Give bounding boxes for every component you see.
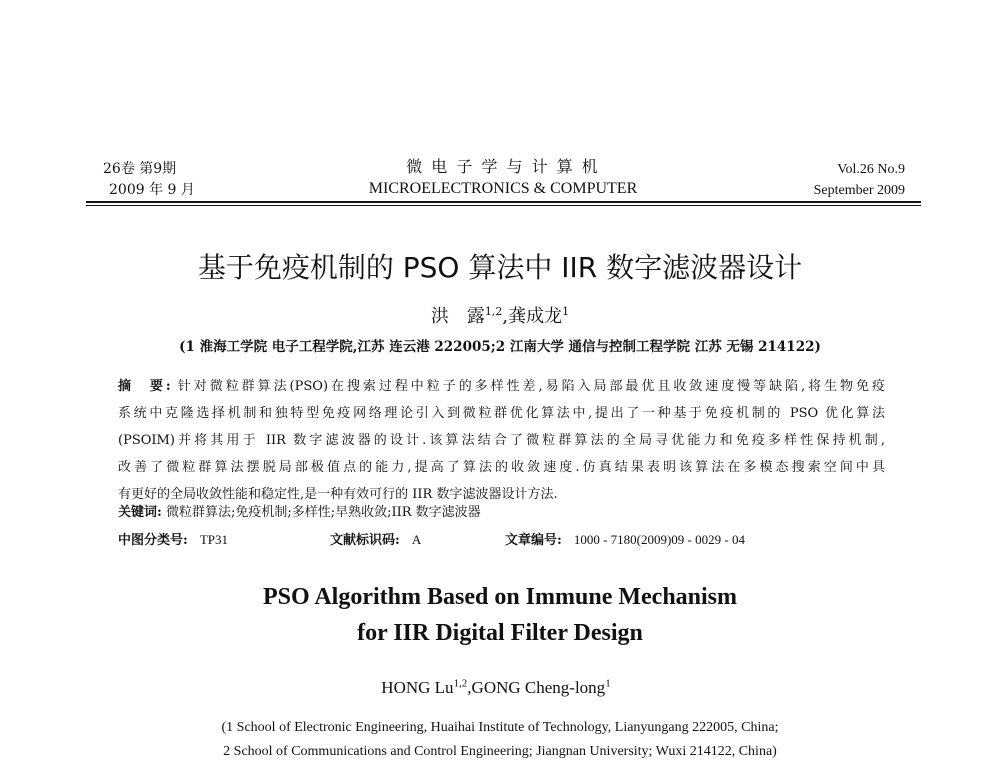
journal-title-en: MICROELECTRONICS & COMPUTER	[368, 180, 638, 197]
author-affiliation-mark: 1,2	[453, 677, 468, 690]
keywords	[118, 500, 885, 526]
author-separator: ,	[467, 678, 472, 697]
publication-date-cn: 2009 年 9 月	[109, 182, 195, 198]
volume-issue: 26卷 第9期	[103, 161, 177, 177]
journal-title-cn: 微 电 子 学 与 计 算 机	[406, 157, 600, 176]
article-number-value: 1000 - 7180(2009)09 - 0029 - 04	[573, 532, 745, 547]
paper-title-en-line: PSO Algorithm Based on Immune Mechanism	[262, 584, 738, 610]
abstract-label: 摘 要:	[118, 379, 171, 394]
author-separator: ,	[502, 306, 509, 327]
abstract-line: 有更好的全局收敛性能和稳定性,是一种有效可行的 IIR 数字滤波器设计方法.	[118, 487, 558, 502]
article-number-label: 文章编号:	[505, 533, 562, 548]
header-rule	[86, 201, 921, 206]
author-name: GONG Cheng-long	[471, 678, 606, 697]
volume-number-en: Vol.26 No.9	[837, 162, 905, 177]
keywords-label: 关键词:	[118, 505, 162, 520]
author-affiliation-mark: 1	[562, 305, 570, 318]
publication-date-en: September 2009	[813, 183, 905, 198]
abstract-line: 系统中克隆选择机制和独特型免疫网络理论引入到微粒群优化算法中,提出了一种基于免疫机制的 PSO 优化算法	[118, 406, 885, 421]
paper-title-cn: 基于免疫机制的 PSO 算法中 IIR 数字滤波器设计	[197, 251, 803, 284]
author-affiliation-mark: 1,2	[484, 305, 503, 318]
clc-value: TP31	[199, 532, 228, 547]
clc-number	[118, 527, 228, 554]
document-code-value: A	[411, 532, 422, 547]
document-code	[330, 527, 421, 554]
abstract-line	[118, 373, 885, 400]
abstract-line: 改善了微粒群算法摆脱局部极值点的能力,提高了算法的收敛速度.仿真结果表明该算法在多模态搜索空间中具	[118, 460, 885, 475]
authors-en	[0, 674, 992, 702]
author-affiliation-mark: 1	[605, 677, 611, 690]
keywords-text: 微粒群算法;免疫机制;多样性;早熟收敛;IIR 数字滤波器	[165, 505, 481, 520]
affiliation-en-line: (1 School of Electronic Engineering, Huaihai Institute of Technology, Lianyungang 222005, China;	[221, 720, 779, 735]
classification-line	[118, 527, 885, 553]
article-number	[505, 527, 745, 554]
author-name: HONG Lu	[381, 678, 454, 697]
document-code-label: 文献标识码:	[330, 533, 400, 548]
abstract-cn	[118, 373, 885, 508]
affiliation-en-line: 2 School of Communications and Control Engineering; Jiangnan University; Wuxi 214122, China)	[223, 744, 777, 759]
authors-cn	[0, 304, 1000, 330]
paper-title-en-line: for IIR Digital Filter Design	[357, 620, 643, 646]
affiliation-en	[0, 716, 1000, 760]
author-name: 洪 露	[430, 306, 485, 327]
author-name: 龚成龙	[508, 306, 563, 327]
affiliation-cn: (1 淮海工学院 电子工程学院,江苏 连云港 222005;2 江南大学 通信与控制工程学院 江苏 无锡 214122)	[179, 339, 821, 355]
header-right	[814, 159, 905, 201]
abstract-line: (PSOIM)并将其用于 IIR 数字滤波器的设计.该算法结合了微粒群算法的全局寻优能力和免疫多样性保持机制,	[118, 433, 885, 448]
paper-title-en	[0, 579, 1000, 651]
abstract-text: 针对微粒群算法(PSO)在搜索过程中粒子的多样性差,易陷入局部最优且收敛速度慢等缺陷,将生物免疫	[177, 379, 885, 394]
clc-label: 中图分类号:	[118, 533, 188, 548]
